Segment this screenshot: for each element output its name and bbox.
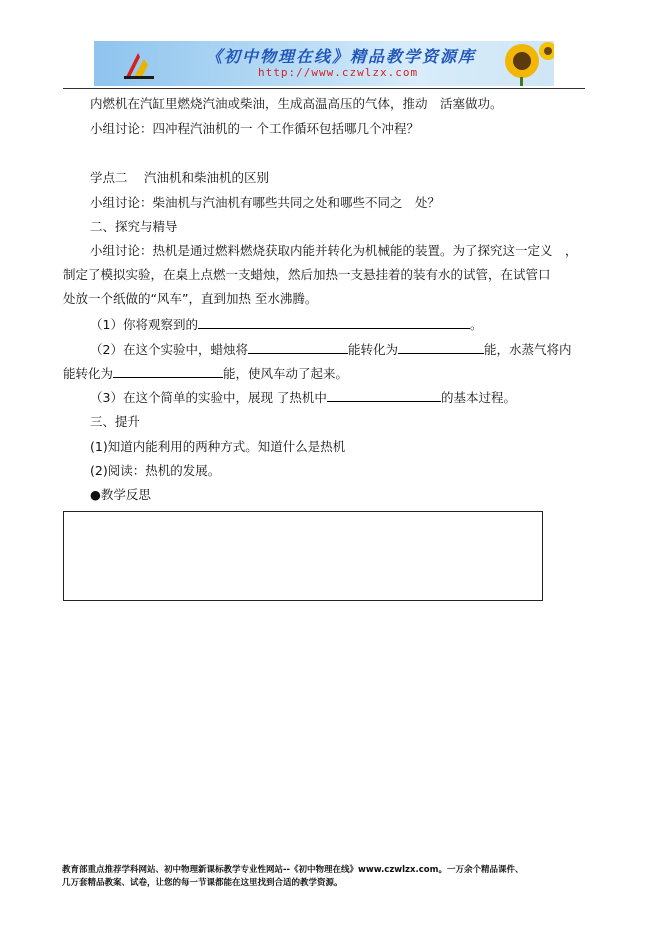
section-heading: 三、提升 (90, 414, 141, 429)
paragraph-line: 小组讨论：热机是通过燃料燃烧获取内能并转化为机械能的装置。为了探究这一定义 ， (90, 243, 578, 258)
header-banner (94, 41, 554, 86)
answer-blank[interactable] (248, 341, 348, 354)
paragraph-line: 处放一个纸做的“风车”，直到加热 至水沸腾。 (63, 291, 318, 306)
reflection-box[interactable] (63, 511, 543, 601)
question-2: （2）在这个实验中，蜡烛将 能转化为 能，水蒸气将内 (90, 342, 572, 357)
answer-blank[interactable] (398, 341, 484, 354)
paragraph-line: 小组讨论：四冲程汽油机的一 个工作循环包括哪几个冲程？ (90, 121, 419, 136)
section-heading: 二、探究与精导 (90, 219, 178, 234)
answer-blank[interactable] (113, 365, 223, 378)
banner-title: 《初中物理在线》精品教学资源库 (206, 47, 477, 66)
footer-line: 几万套精品教案、试卷，让您的每一节课都能在这里找到合适的教学资源。 (62, 878, 343, 888)
site-logo-icon (124, 51, 154, 79)
paragraph-line: 小组讨论：柴油机与汽油机有哪些共同之处和哪些不同之 处？ (90, 195, 441, 210)
paragraph-line: (1)知道内能利用的两种方式。知道什么是热机 (90, 439, 346, 454)
sunflower-icon (492, 41, 554, 86)
question-3: （3）在这个简单的实验中，展现 了热机中 的基本过程。 (90, 390, 516, 405)
answer-blank[interactable] (198, 316, 470, 329)
header-divider (63, 88, 585, 89)
paragraph-line: 制定了模拟实验，在桌上点燃一支蜡烛，然后加热一支悬挂着的装有水的试管，在试管口 (63, 267, 551, 282)
paragraph-line: 内燃机在汽缸里燃烧汽油或柴油，生成高温高压的气体，推动 活塞做功。 (90, 96, 503, 111)
banner-url: http://www.czwlzx.com (258, 66, 419, 79)
section-heading: 学点二 汽油机和柴油机的区别 (90, 170, 269, 185)
question-2-cont: 能转化为 能，使风车动了起来。 (63, 366, 349, 381)
answer-blank[interactable] (327, 389, 441, 402)
section-heading: ●教学反思 (90, 487, 151, 502)
question-1: （1）你将观察到的 。 (90, 317, 483, 332)
footer-line: 教育部重点推荐学科网站、初中物理新课标教学专业性网站--《初中物理在线》www.czwlzx.com。一万余个精品课件、 (62, 865, 524, 875)
paragraph-line: (2)阅读：热机的发展。 (90, 463, 221, 478)
